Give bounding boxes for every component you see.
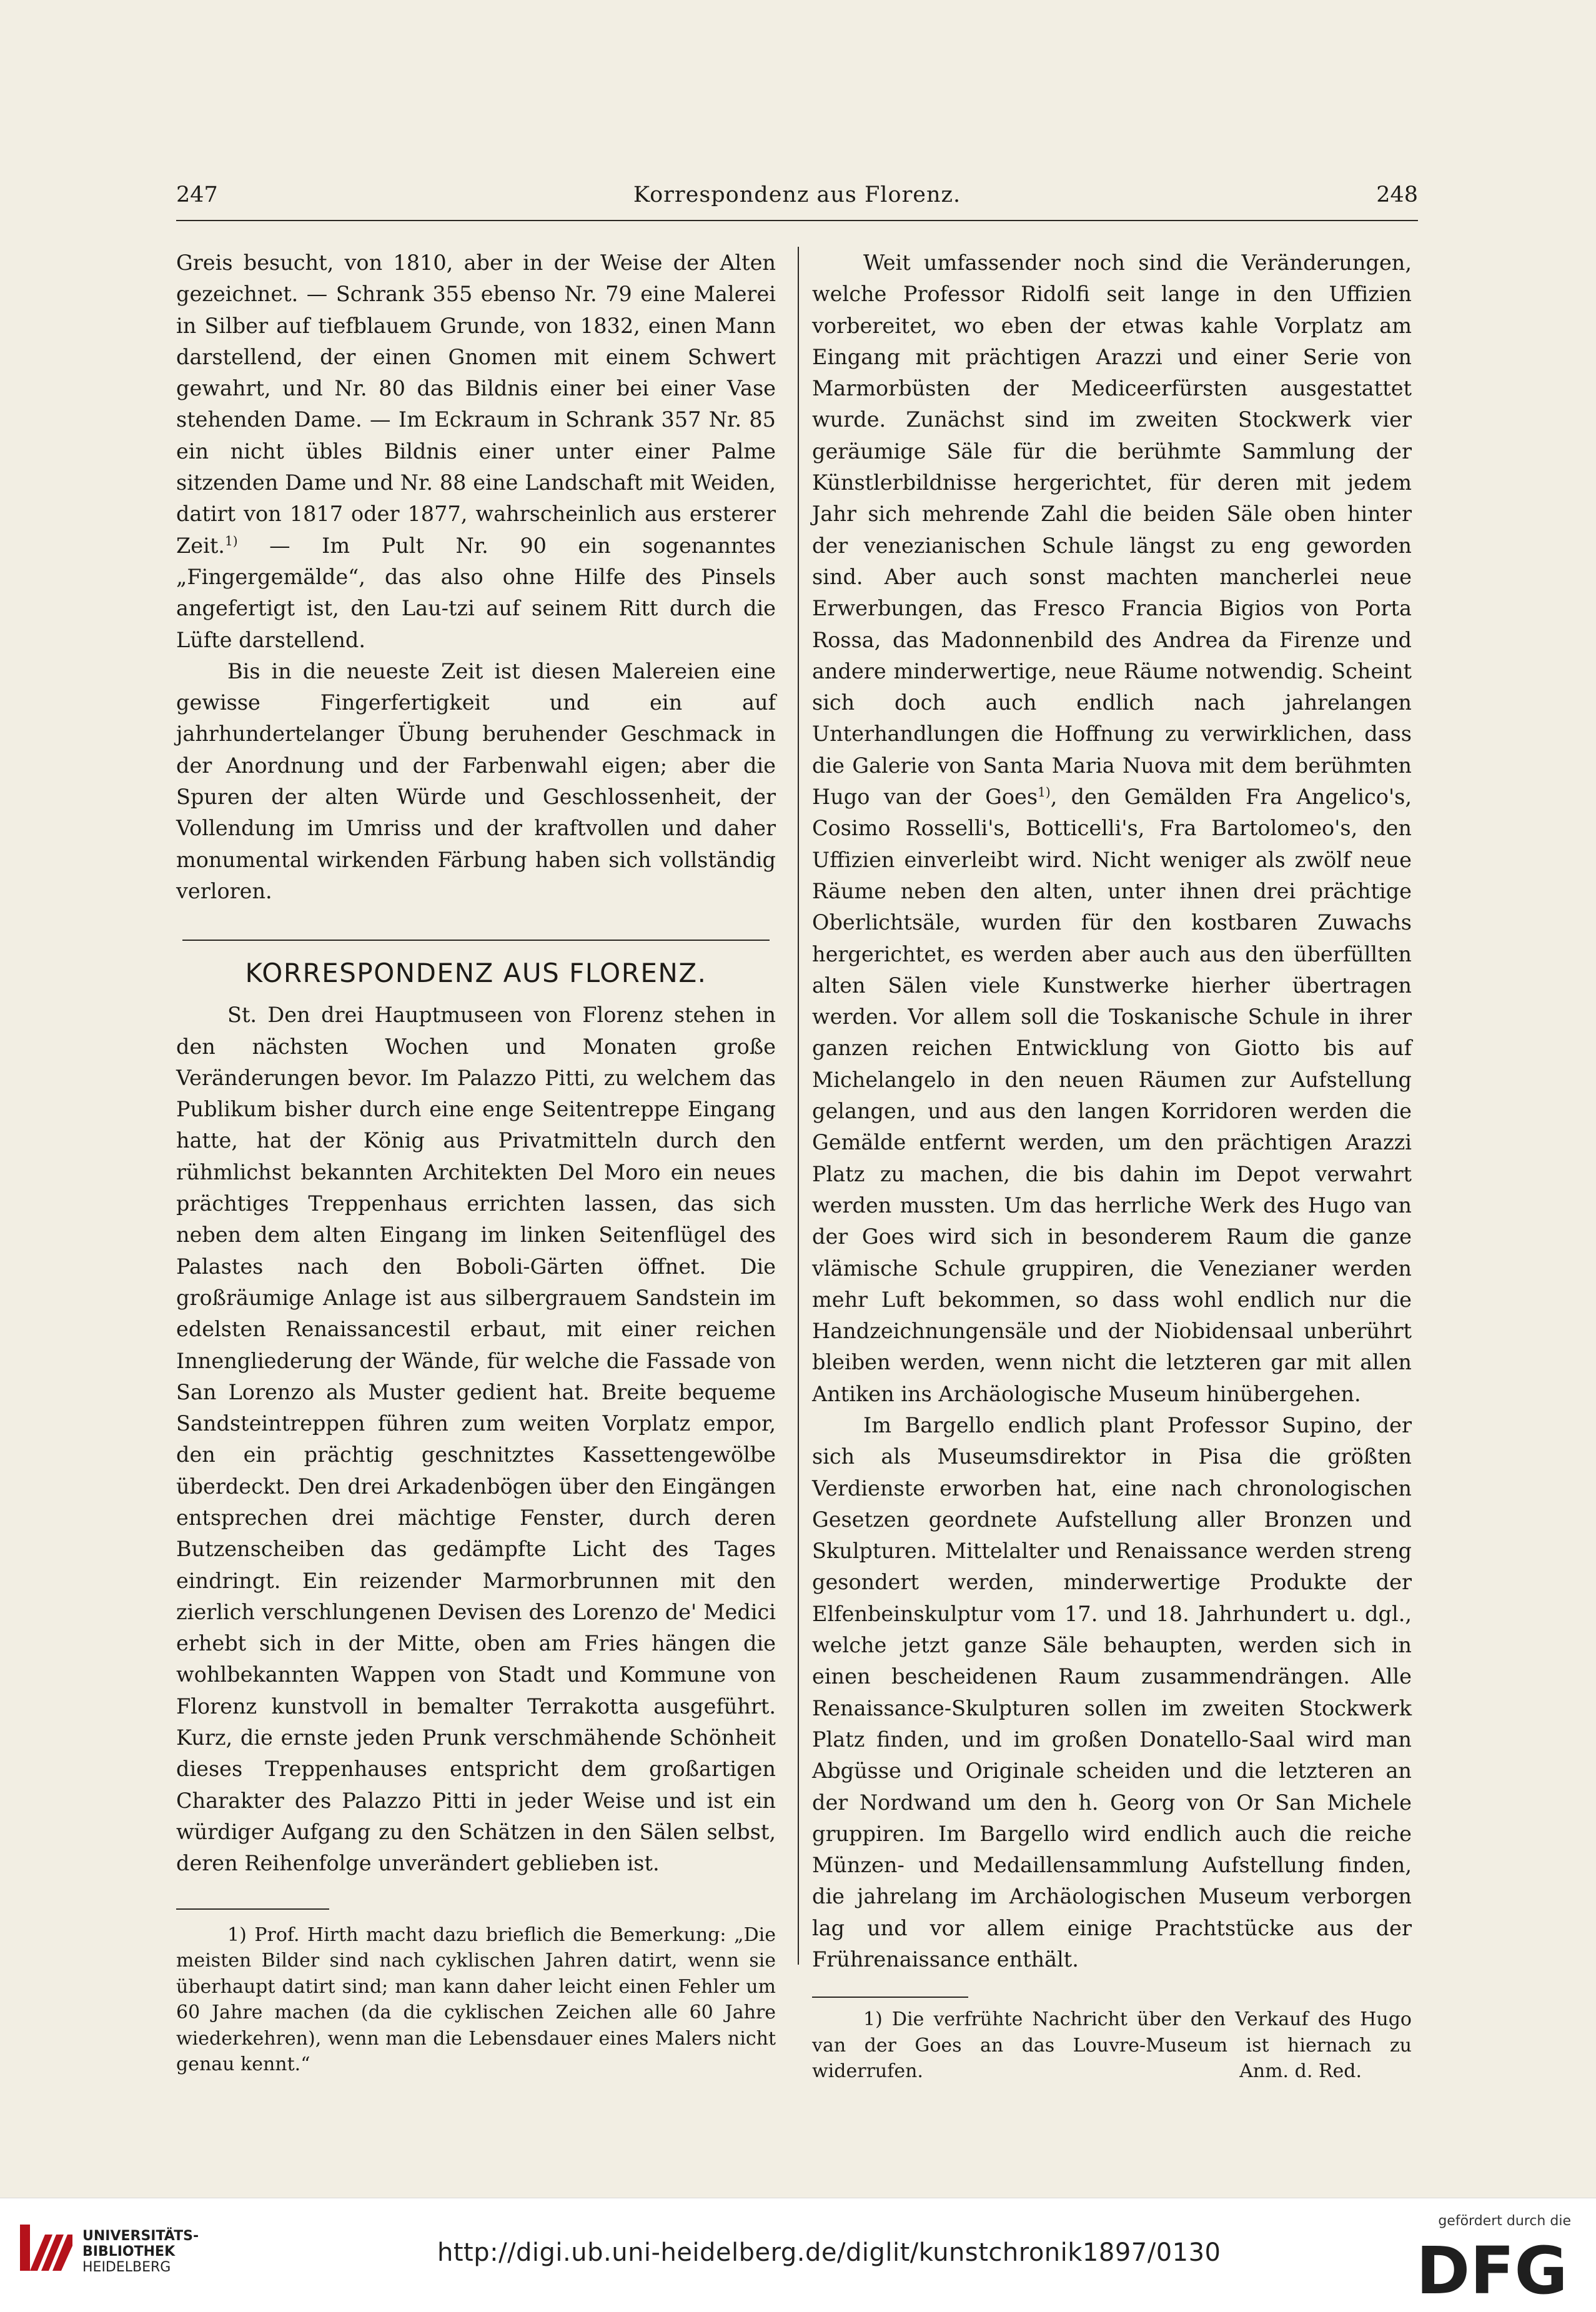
footnote-signature: Anm. d. Red. (1239, 2060, 1362, 2083)
page-header (176, 182, 1418, 216)
library-name-line: UNIVERSITÄTS- (82, 2228, 199, 2244)
digitization-footer (0, 2198, 1596, 2312)
paragraph-text: — Im Pult Nr. 90 ein sogenanntes „Fingergemälde“, das also ohne Hilfe des Pinsels angefertigt ist, den Lau-tzi auf seinem Ritt durch die Lüfte darstellend. (176, 533, 776, 652)
library-name-line: HEIDELBERG (82, 2260, 171, 2275)
funded-by-label: gefördert durch die (1438, 2213, 1571, 2229)
paragraph-text: , den Gemälden Fra Angelico's, Cosimo Rosselli's, Botticelli's, Fra Bartolomeo's, den Uffizien einverleibt wird. Nicht weniger als zwölf neue Räume neben den alten, unter ihnen drei prächtige Oberlichtsäle, wurden für den kostbaren Zuwachs hergerichtet, es werden aber auch aus den überfüllten alten Sälen viele Kunstwerke hierher übertragen werden. Vor allem soll die Toskanische Schule in ihrer ganzen reichen Entwicklung von Giotto bis auf Michelangelo in den neuen Räumen zur Aufstellung gelangen, und aus den langen Korridoren werden die Gemälde entfernt werden, um den prächtigen Arazzi Platz zu machen, die bis dahin im Depot verwahrt werden mussten. Um das herrliche Werk des Hugo van der Goes wird sich in besonderem Raum die ganze vlämische Schule gruppiren, die Venezianer werden mehr Luft bekommen, so dass wohl endlich nur die Handzeichnungensäle und der Niobidensaal unberührt bleiben werden, wenn nicht die letzteren gar mit allen Antiken ins Archäologische Museum hinübergehen. (812, 785, 1412, 1406)
footnote-reference: 1) (1038, 784, 1051, 800)
column-divider (798, 247, 799, 1965)
left-column (176, 247, 776, 2078)
header-rule (176, 220, 1418, 221)
page-number-left: 247 (176, 182, 218, 207)
paragraph (176, 247, 776, 656)
university-library-logo-icon[interactable] (17, 2218, 75, 2276)
paragraph-text: Greis besucht, von 1810, aber in der Weise der Alten gezeichnet. — Schrank 355 ebenso Nr. 79 eine Malerei in Silber auf tiefblauem Grunde, von 1832, einen Mann darstellend, der einen Gnomen mit einem Schwert gewahrt, und Nr. 80 das Bildnis einer bei einer Vase stehenden Dame. — Im Eckraum in Schrank 357 Nr. 85 ein nicht übles Bildnis einer unter einer Palme sitzenden Dame und Nr. 88 eine Landschaft mit Weiden, datirt von 1817 oder 1877, wahrscheinlich aus ersterer Zeit. (176, 251, 776, 558)
footnote-text: 1) Die verfrühte Nachricht über den Verkauf des Hugo van der Goes an das Louvre-Museum ist hiernach zu widerrufen. (812, 2008, 1412, 2083)
dfg-logo-text: DFG (1416, 2238, 1568, 2300)
footnote-rule (812, 1997, 968, 1998)
page-number-right: 248 (1376, 182, 1418, 207)
right-column (812, 247, 1412, 2085)
library-name-line: BIBLIOTHEK (82, 2244, 176, 2260)
paragraph (812, 247, 1412, 1410)
paragraph-text: Weit umfassender noch sind die Veränderungen, welche Professor Ridolfi seit lange in den Uffizien vorbereitet, wo eben der etwas kahle Vorplatz am Eingang mit prächtigen Arazzi und einer Serie von Marmorbüsten der Mediceerfürsten ausgestattet wurde. Zunächst sind im zweiten Stockwerk vier geräumige Säle für die berühmte Sammlung der Künstlerbildnisse hergerichtet, für deren mit jedem Jahr sich mehrende Zahl die beiden Säle oben hinter der venezianischen Schule längst zu eng geworden sind. Aber auch sonst machten mancherlei neue Erwerbungen, das Fresco Francia Bigios von Porta Rossa, das Madonnenbild des Andrea da Firenze und andere minderwertige, neue Räume notwendig. Scheint sich doch auch endlich nach jahrelangen Unterhandlungen die Hoffnung zu verwirklichen, dass die Galerie von Santa Maria Nuova mit dem berühmten Hugo van der Goes (812, 251, 1412, 810)
section-separator (182, 940, 770, 941)
permalink-url[interactable]: http://digi.ub.uni-heidelberg.de/diglit/kunstchronik1897/0130 (437, 2238, 1221, 2267)
footnote: 1) Prof. Hirth macht dazu brieflich die Bemerkung: „Die meisten Bilder sind nach cyklischen Jahren datirt, wenn sie überhaupt datirt sind; man kann daher leicht einen Fehler um 60 Jahre machen (da die cyklischen Zeichen alle 60 Jahre wiederkehren), wenn man die Lebensdauer eines Malers nicht genau kennt.“ (176, 1923, 776, 2076)
paragraph: Im Bargello endlich plant Professor Supino, der sich als Museumsdirektor in Pisa die größten Verdienste erworben hat, eine nach chronologischen Gesetzen geordnete Aufstellung aller Bronzen und Skulpturen. Mittelalter und Renaissance werden streng gesondert werden, minderwertige Produkte der Elfenbeinskulptur vom 17. und 18. Jahrhundert u. dgl., welche jetzt ganze Säle behaupten, werden sich in einen bescheidenen Raum zusammendrängen. Alle Renaissance-Skulpturen sollen im zweiten Stockwerk Platz finden, und im großen Donatello-Saal wird man Abgüsse und Originale scheiden und die letzteren an der Nordwand um den h. Georg von Or San Michele gruppiren. Im Bargello wird endlich auch die reiche Münzen- und Medaillensammlung Aufstellung finden, die jahrelang im Archäologischen Museum verborgen lag und vor allem einige Prachtstücke aus der Frührenaissance enthält. (812, 1412, 1412, 1972)
footnote-rule (176, 1908, 329, 1910)
running-title: Korrespondenz aus Florenz. (633, 182, 961, 207)
section-title: KORRESPONDENZ AUS FLORENZ. (245, 958, 707, 989)
footnote (812, 2007, 1412, 2085)
dfg-logo-icon[interactable] (1416, 2238, 1572, 2300)
footnote-reference: 1) (224, 533, 238, 548)
library-name[interactable] (82, 2228, 199, 2275)
paragraph: St. Den drei Hauptmuseen von Florenz stehen in den nächsten Wochen und Monaten große Veränderungen bevor. Im Palazzo Pitti, zu welchem das Publikum bisher durch eine enge Seitentreppe Eingang hatte, hat der König aus Privatmitteln durch den rühmlichst bekannten Architekten Del Moro ein neues prächtiges Treppenhaus errichten lassen, das sich neben dem alten Eingang im linken Seitenflügel des Palastes nach den Boboli-Gärten öffnet. Die großräumige Anlage ist aus silbergrauem Sandstein im edelsten Renaissancestil erbaut, mit einer reichen Innengliederung der Wände, für welche die Fassade von San Lorenzo als Muster gedient hat. Breite bequeme Sandsteintreppen führen zum weiten Vorplatz empor, den ein prächtig geschnitztes Kassettengewölbe überdeckt. Den drei Arkadenbögen über den Eingängen entsprechen drei mächtige Fenster, durch deren Butzenscheiben das gedämpfte Licht des Tages eindringt. Ein reizender Marmorbrunnen mit den zierlich verschlungenen Devisen des Lorenzo de' Medici erhebt sich in der Mitte, oben am Fries hängen die wohlbekannten Wappen von Stadt und Kommune von Florenz kunstvoll in bemalter Terrakotta ausgeführt. Kurz, die ernste jeden Prunk verschmähende Schönheit dieses Treppenhauses entspricht dem großartigen Charakter des Palazzo Pitti in jeder Weise und ist ein würdiger Aufgang zu den Schätzen in den Sälen selbst, deren Reihenfolge unverändert geblieben ist. (176, 1003, 776, 1876)
paragraph: Bis in die neueste Zeit ist diesen Malereien eine gewisse Fingerfertigkeit und ein auf jahrhundertelanger Übung beruhender Geschmack in der Anordnung und der Farbenwahl eigen; aber die Spuren der alten Würde und Geschlossenheit, der Vollendung im Umriss und der kraftvollen und daher monumental wirkenden Färbung haben sich vollständig verloren. (176, 658, 776, 903)
